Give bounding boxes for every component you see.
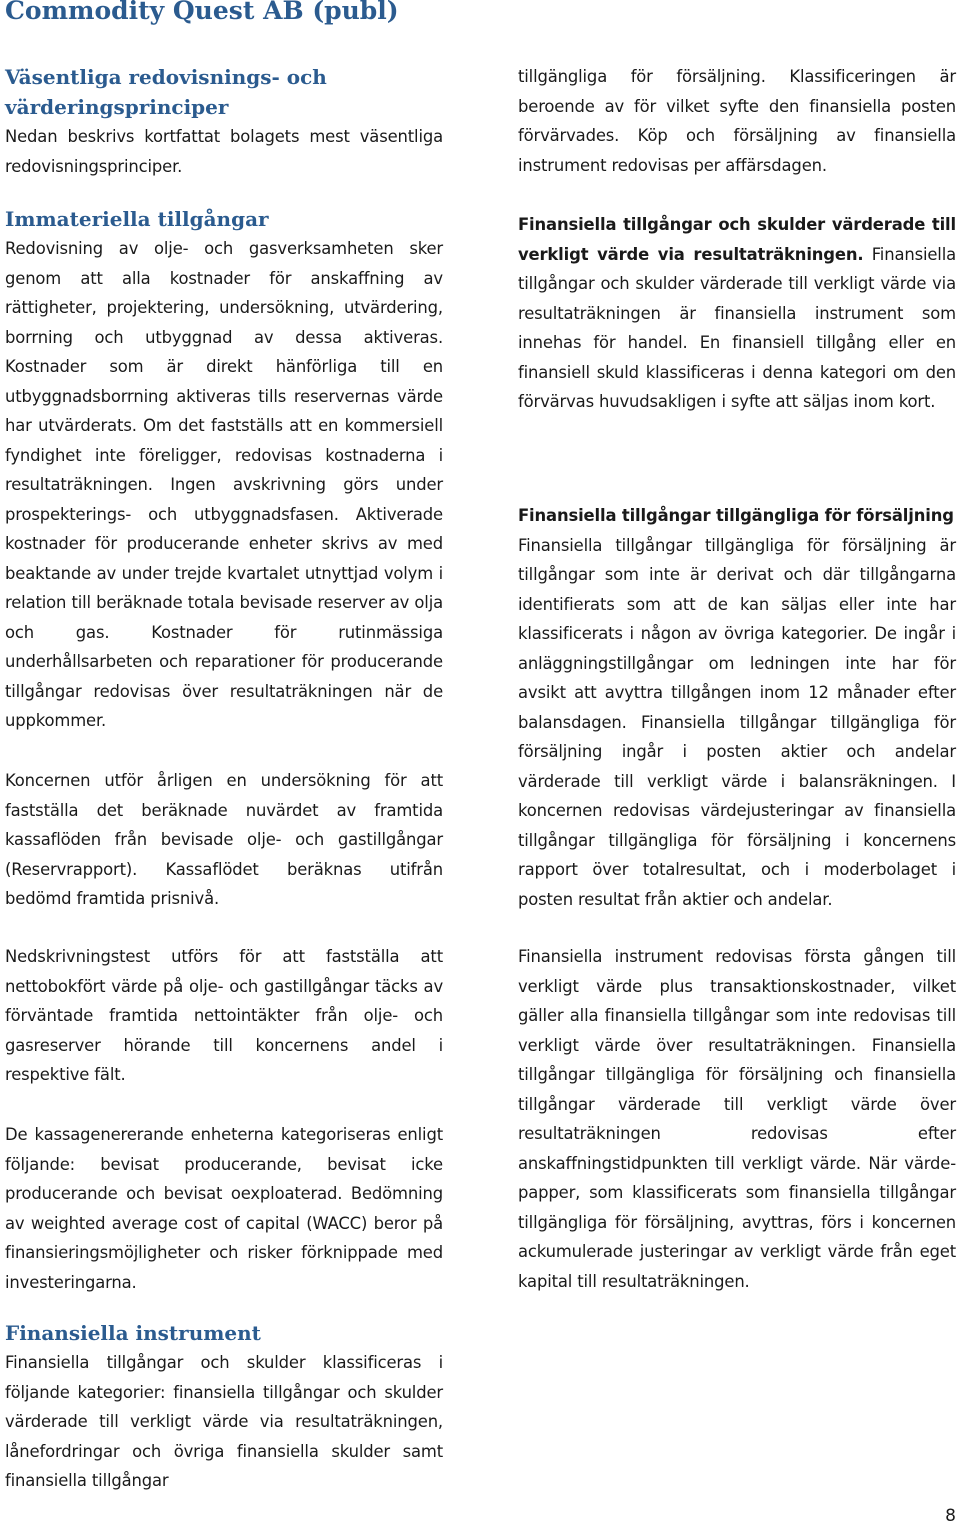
principles-section xyxy=(5,62,443,181)
cgu-section xyxy=(5,1120,443,1297)
fvtpl-section xyxy=(518,210,956,417)
intangibles-section xyxy=(5,204,443,736)
afs-heading: Finansiella tillgångar tillgängliga för försäljning xyxy=(518,506,954,525)
financial-instruments-paragraph: Finansiella tillgångar och skulder klassificeras i följande kategorier: finansiella tillgångar och skulder värderade till verkligt värde via resultaträkningen, lånefordringar och övriga finansiella skulder samt finansiella tillgångar xyxy=(5,1353,443,1490)
cgu-paragraph: De kassagenererande enheterna kategoriseras enligt följande: bevisat producerande, bevisat icke producerande och bevisat oexploaterad. Bedömning av weighted average cost of capital (WACC) beror på finansieringsmöjligheter och risker förknippade med investeringarna. xyxy=(5,1125,443,1292)
reserves-section xyxy=(5,766,443,914)
impairment-section xyxy=(5,942,443,1090)
reserves-paragraph: Koncernen utför årligen en undersökning för att fastställa det beräknade nuvärdet av framtida kassaflöden från bevisade olje- och gastillgångar (Reservrapport). Kassaflödet beräknas utifrån bedömd framtida prisnivå. xyxy=(5,771,443,908)
continuation-paragraph: tillgängliga för försäljning. Klassificeringen är beroende av för vilket syfte den finansiella posten förvärvades. Köp och försäljning av finansiella instrument redovisas per affärsdagen. xyxy=(518,67,956,175)
intangibles-heading: Immateriella tillgångar xyxy=(5,207,269,231)
fvtpl-text: Finansiella tillgångar och skulder värderade till verkligt värde via resultaträkningen är finansiella instrument som innehas för handel. En finansiell tillgång eller en finansiell skuld klassificeras i denna kategori om den förvärvas huvudsakligen i syfte att säljas inom kort. xyxy=(518,244,957,411)
page-number: 8 xyxy=(945,1506,956,1526)
afs-paragraph: Finansiella tillgångar tillgängliga för försäljning är tillgångar som inte är derivat och där tillgångarna identifierats som att de kan säljas eller inte har klassificerats i någon av övriga kategorier. De ingår i anläggningstillgångar om ledningen inte har för avsikt att avyttra tillgången inom 12 månader efter balansdagen. Finansiella tillgångar tillgängliga för försäljning ingår i posten aktier och andelar värderade till verkligt värde i balansräkningen. I koncernen redovisas värdejusteringar av finansiella tillgångar tillgängliga för försäljning i koncernens rapport över totalresultat, och i moderbolaget i posten resultat från aktier och andelar. xyxy=(518,535,956,909)
financial-instruments-section xyxy=(5,1318,443,1496)
intangibles-paragraph: Redovisning av olje- och gasverksamheten sker genom att alla kostnader för anskaffning av rättigheter, projektering, undersökning, utvärdering, borrning och utbyggnad av dessa aktiveras. Kostnader som är direkt hänförliga till en utbyggnadsborrning aktiveras tills reservernas värde har utvärderats. Om det fastställs att en kommersiell fyndighet inte föreligger, redovisas kostnaderna i resultaträkningen. Ingen avskrivning görs under prospekterings- och utbyggnadsfasen. Aktiverade kostnader för producerande enheter skrivs av med beaktande av under trejde kvartalet utnyttjad volym i relation till beräknade totala bevisade reserver av olja och gas. Kostnader för rutinmässiga underhållsarbeten och reparationer för producerande tillgångar redovisas över resultaträkningen när de uppkommer. xyxy=(5,239,443,730)
continuation-section xyxy=(518,62,956,180)
fvtpl-heading: Finansiella tillgångar och skulder värderade till verkligt värde via resultaträkningen. xyxy=(518,215,956,264)
principles-heading: Väsentliga redovisnings- och värderingsprinciper xyxy=(5,65,327,119)
initial-recognition-paragraph: Finansiella instrument redovisas första gången till verkligt värde plus transaktionskostnader, vilket gäller alla finansiella tillgångar som inte redovisas till verkligt värde över resultaträkningen. Finansiella tillgångar tillgängliga för försäljning och finansiella tillgångar värderade till verkligt värde över resultaträkningen redovisas efter anskaffningstidpunkten till verkligt värde. När värde-papper, som klassificerats som finansiella tillgångar tillgängliga för försäljning, avyttras, förs i koncernen ackumulerade justeringar av verkligt värde från eget kapital till resultaträkningen. xyxy=(518,947,956,1291)
initial-recognition-section xyxy=(518,942,956,1296)
document-title: Commodity Quest AB (publ) xyxy=(5,0,399,25)
principles-paragraph: Nedan beskrivs kortfattat bolagets mest väsentliga redovisningsprinciper. xyxy=(5,127,443,176)
financial-instruments-heading: Finansiella instrument xyxy=(5,1321,261,1345)
afs-section xyxy=(518,501,956,914)
fvtpl-paragraph xyxy=(518,210,956,417)
impairment-paragraph: Nedskrivningstest utförs för att fastställa att nettobokfört värde på olje- och gastillgångar täcks av förväntade framtida nettointäkter från olje- och gasreserver hörande till koncernens andel i respektive fält. xyxy=(5,947,443,1084)
